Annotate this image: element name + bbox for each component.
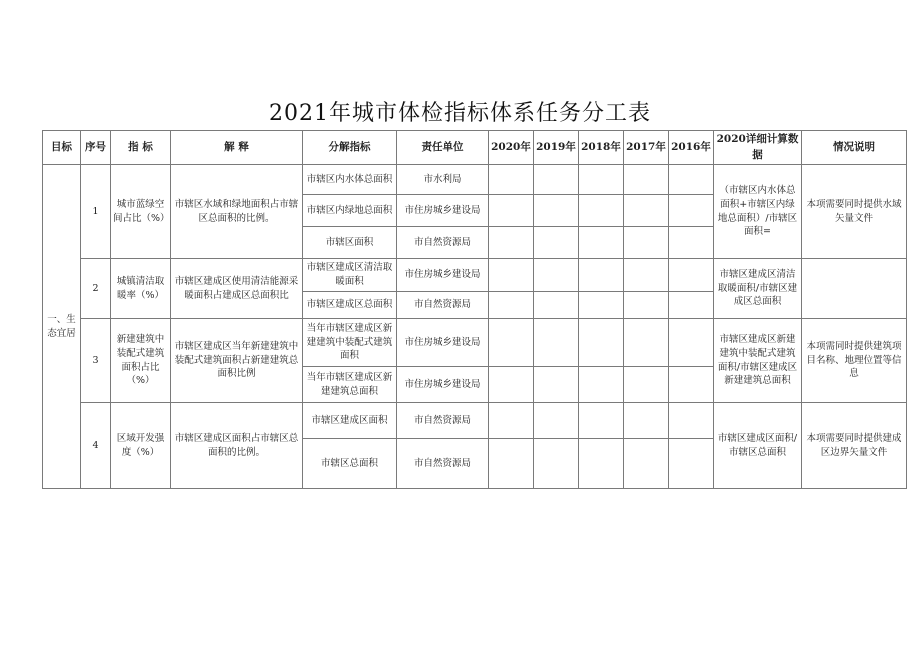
value-cell[interactable]: [579, 319, 624, 367]
value-cell[interactable]: [579, 227, 624, 259]
table-row: [43, 403, 907, 439]
responsible-cell: 市自然资源局: [397, 292, 489, 319]
value-cell[interactable]: [534, 319, 579, 367]
seq-cell: 1: [81, 165, 111, 259]
value-cell[interactable]: [624, 227, 669, 259]
value-cell[interactable]: [579, 259, 624, 292]
value-cell[interactable]: [669, 259, 714, 292]
value-cell[interactable]: [624, 292, 669, 319]
value-cell[interactable]: [579, 367, 624, 403]
header-2018: 2018年: [579, 131, 624, 165]
value-cell[interactable]: [579, 195, 624, 227]
sub-indicator-cell: 市辖区总面积: [303, 439, 397, 489]
table-row: [43, 319, 907, 367]
value-cell[interactable]: [489, 292, 534, 319]
value-cell[interactable]: [489, 439, 534, 489]
header-sub-indicator: 分解指标: [303, 131, 397, 165]
detail-cell: 市辖区建成区清洁取暖面积/市辖区建成区总面积: [714, 259, 802, 319]
responsible-cell: 市住房城乡建设局: [397, 195, 489, 227]
value-cell[interactable]: [534, 367, 579, 403]
indicator-cell: 区域开发强度（%）: [111, 403, 171, 489]
objective-cell: 一、生态宜居: [43, 165, 81, 489]
header-2016: 2016年: [669, 131, 714, 165]
notes-cell: 本项需要同时提供水域矢量文件: [802, 165, 907, 259]
sub-indicator-cell: 市辖区内水体总面积: [303, 165, 397, 195]
header-2017: 2017年: [624, 131, 669, 165]
notes-cell: 本项需要同时提供建成区边界矢量文件: [802, 403, 907, 489]
value-cell[interactable]: [534, 403, 579, 439]
value-cell[interactable]: [534, 259, 579, 292]
value-cell[interactable]: [669, 165, 714, 195]
value-cell[interactable]: [624, 195, 669, 227]
detail-cell: （市辖区内水体总面积+市辖区内绿地总面积）/市辖区面积=: [714, 165, 802, 259]
value-cell[interactable]: [579, 292, 624, 319]
indicator-cell: 城镇清洁取暖率（%）: [111, 259, 171, 319]
value-cell[interactable]: [669, 319, 714, 367]
value-cell[interactable]: [624, 367, 669, 403]
value-cell[interactable]: [489, 227, 534, 259]
notes-cell: [802, 259, 907, 319]
responsible-cell: 市自然资源局: [397, 227, 489, 259]
indicator-cell: 新建建筑中装配式建筑面积占比（%）: [111, 319, 171, 403]
header-explanation: 解 释: [171, 131, 303, 165]
value-cell[interactable]: [489, 195, 534, 227]
value-cell[interactable]: [534, 165, 579, 195]
explanation-cell: 市辖区建成区当年新建建筑中装配式建筑面积占新建建筑总面积比例: [171, 319, 303, 403]
sub-indicator-cell: 当年市辖区建成区新建建筑总面积: [303, 367, 397, 403]
detail-cell: 市辖区建成区新建建筑中装配式建筑面积/市辖区建成区新建建筑总面积: [714, 319, 802, 403]
responsible-cell: 市自然资源局: [397, 403, 489, 439]
table-row: [43, 259, 907, 292]
value-cell[interactable]: [669, 292, 714, 319]
value-cell[interactable]: [669, 403, 714, 439]
header-detail: 2020详细计算数据: [714, 131, 802, 165]
responsible-cell: 市住房城乡建设局: [397, 319, 489, 367]
value-cell[interactable]: [489, 367, 534, 403]
header-responsible: 责任单位: [397, 131, 489, 165]
sub-indicator-cell: 市辖区面积: [303, 227, 397, 259]
value-cell[interactable]: [489, 319, 534, 367]
header-notes: 情况说明: [802, 131, 907, 165]
indicator-cell: 城市蓝绿空间占比（%）: [111, 165, 171, 259]
header-2020: 2020年: [489, 131, 534, 165]
sub-indicator-cell: 市辖区建成区面积: [303, 403, 397, 439]
responsible-cell: 市水利局: [397, 165, 489, 195]
value-cell[interactable]: [534, 292, 579, 319]
notes-cell: 本项需同时提供建筑项目名称、地理位置等信息: [802, 319, 907, 403]
value-cell[interactable]: [489, 259, 534, 292]
value-cell[interactable]: [624, 403, 669, 439]
sub-indicator-cell: 当年市辖区建成区新建建筑中装配式建筑面积: [303, 319, 397, 367]
sub-indicator-cell: 市辖区建成区总面积: [303, 292, 397, 319]
value-cell[interactable]: [669, 195, 714, 227]
value-cell[interactable]: [624, 319, 669, 367]
value-cell[interactable]: [534, 227, 579, 259]
seq-cell: 2: [81, 259, 111, 319]
seq-cell: 3: [81, 319, 111, 403]
header-indicator: 指 标: [111, 131, 171, 165]
value-cell[interactable]: [669, 367, 714, 403]
explanation-cell: 市辖区建成区面积占市辖区总面积的比例。: [171, 403, 303, 489]
seq-cell: 4: [81, 403, 111, 489]
header-2019: 2019年: [534, 131, 579, 165]
responsible-cell: 市住房城乡建设局: [397, 259, 489, 292]
detail-cell: 市辖区建成区面积/市辖区总面积: [714, 403, 802, 489]
value-cell[interactable]: [534, 439, 579, 489]
value-cell[interactable]: [669, 227, 714, 259]
task-table: [42, 130, 907, 489]
header-row: [43, 131, 907, 165]
sub-indicator-cell: 市辖区建成区清洁取暖面积: [303, 259, 397, 292]
responsible-cell: 市住房城乡建设局: [397, 367, 489, 403]
value-cell[interactable]: [624, 165, 669, 195]
value-cell[interactable]: [669, 439, 714, 489]
value-cell[interactable]: [489, 403, 534, 439]
value-cell[interactable]: [489, 165, 534, 195]
explanation-cell: 市辖区水域和绿地面积占市辖区总面积的比例。: [171, 165, 303, 259]
value-cell[interactable]: [624, 439, 669, 489]
table-row: [43, 165, 907, 195]
page-title: 2021年城市体检指标体系任务分工表: [269, 101, 651, 126]
value-cell[interactable]: [624, 259, 669, 292]
value-cell[interactable]: [534, 195, 579, 227]
responsible-cell: 市自然资源局: [397, 439, 489, 489]
header-seq: 序号: [81, 131, 111, 165]
sub-indicator-cell: 市辖区内绿地总面积: [303, 195, 397, 227]
value-cell[interactable]: [579, 439, 624, 489]
header-objective: 目标: [43, 131, 81, 165]
value-cell[interactable]: [579, 403, 624, 439]
explanation-cell: 市辖区建成区使用清洁能源采暖面积占建成区总面积比: [171, 259, 303, 319]
value-cell[interactable]: [579, 165, 624, 195]
